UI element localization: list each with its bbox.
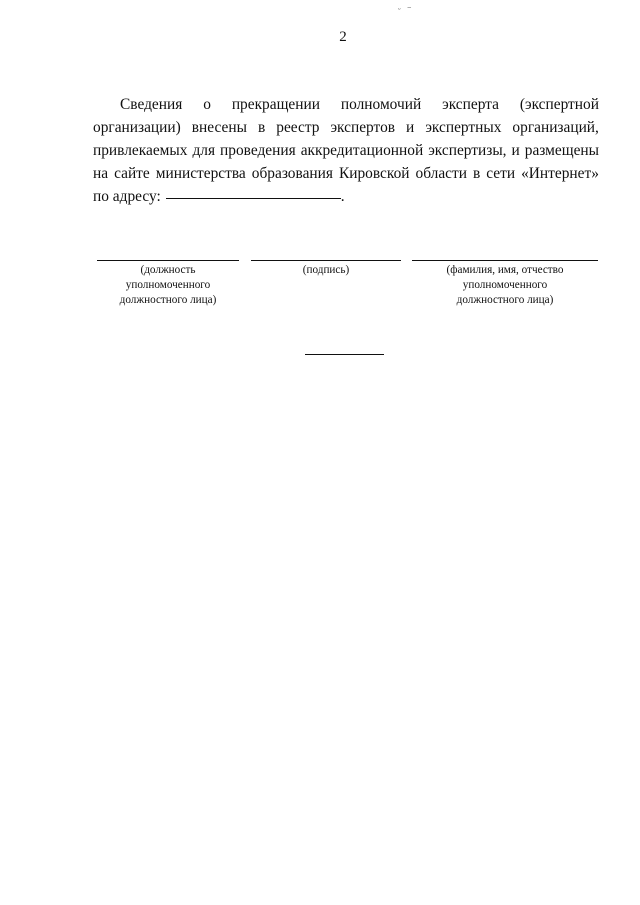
word: в [257,119,266,136]
address-period: . [340,188,345,205]
signature-block-signature [251,260,401,278]
word: на [93,165,109,182]
signature-caption: (подпись) [302,264,350,276]
word: полномочий [340,96,422,113]
document-end-line [305,354,384,355]
word: Кировской [338,165,410,182]
paragraph-line-2 [93,116,599,139]
word: привлекаемых [93,142,188,159]
paragraph-line-1 [93,93,599,116]
word: организаций, [512,119,599,136]
signature-underline [251,260,401,261]
address-label: по адресу: [93,188,161,205]
word: аккредитационной [300,142,424,159]
word: «Интернет» [521,165,599,182]
word: прекращении [231,96,320,113]
word: экспертизы, [428,142,507,159]
word: экспертов [330,119,396,136]
word: сайте [114,165,150,182]
paragraph-line-5 [93,185,599,208]
main-paragraph [93,93,599,208]
address-blank-line [166,185,341,199]
word: (экспертной [519,96,599,113]
word: области [415,165,467,182]
word: Сведения [120,96,183,113]
word: о [203,96,211,113]
name-caption: (фамилия, имя, отчество уполномоченного должностного лица) [446,264,564,306]
signature-block-position [97,260,239,308]
word: и [511,142,520,159]
word: в [472,165,481,182]
word: министерства [155,165,246,182]
position-caption: (должность уполномоченного должностного лица) [119,264,217,306]
signature-block-name [412,260,598,308]
word: организации) [93,119,181,136]
word: внесены [191,119,247,136]
word: проведения [220,142,296,159]
page-number: 2 [339,29,347,45]
word: образования [251,165,333,182]
word: реестр [276,119,320,136]
word: размещены [524,142,599,159]
paragraph-line-4 [93,162,599,185]
scan-artifact-mark: ᵕ ⁻ [398,4,414,14]
word: для [192,142,216,159]
word: и [406,119,415,136]
signature-underline [97,260,239,261]
word: экспертных [425,119,502,136]
signature-underline [412,260,598,261]
word: сети [486,165,516,182]
word: эксперта [442,96,499,113]
paragraph-line-3 [93,139,599,162]
